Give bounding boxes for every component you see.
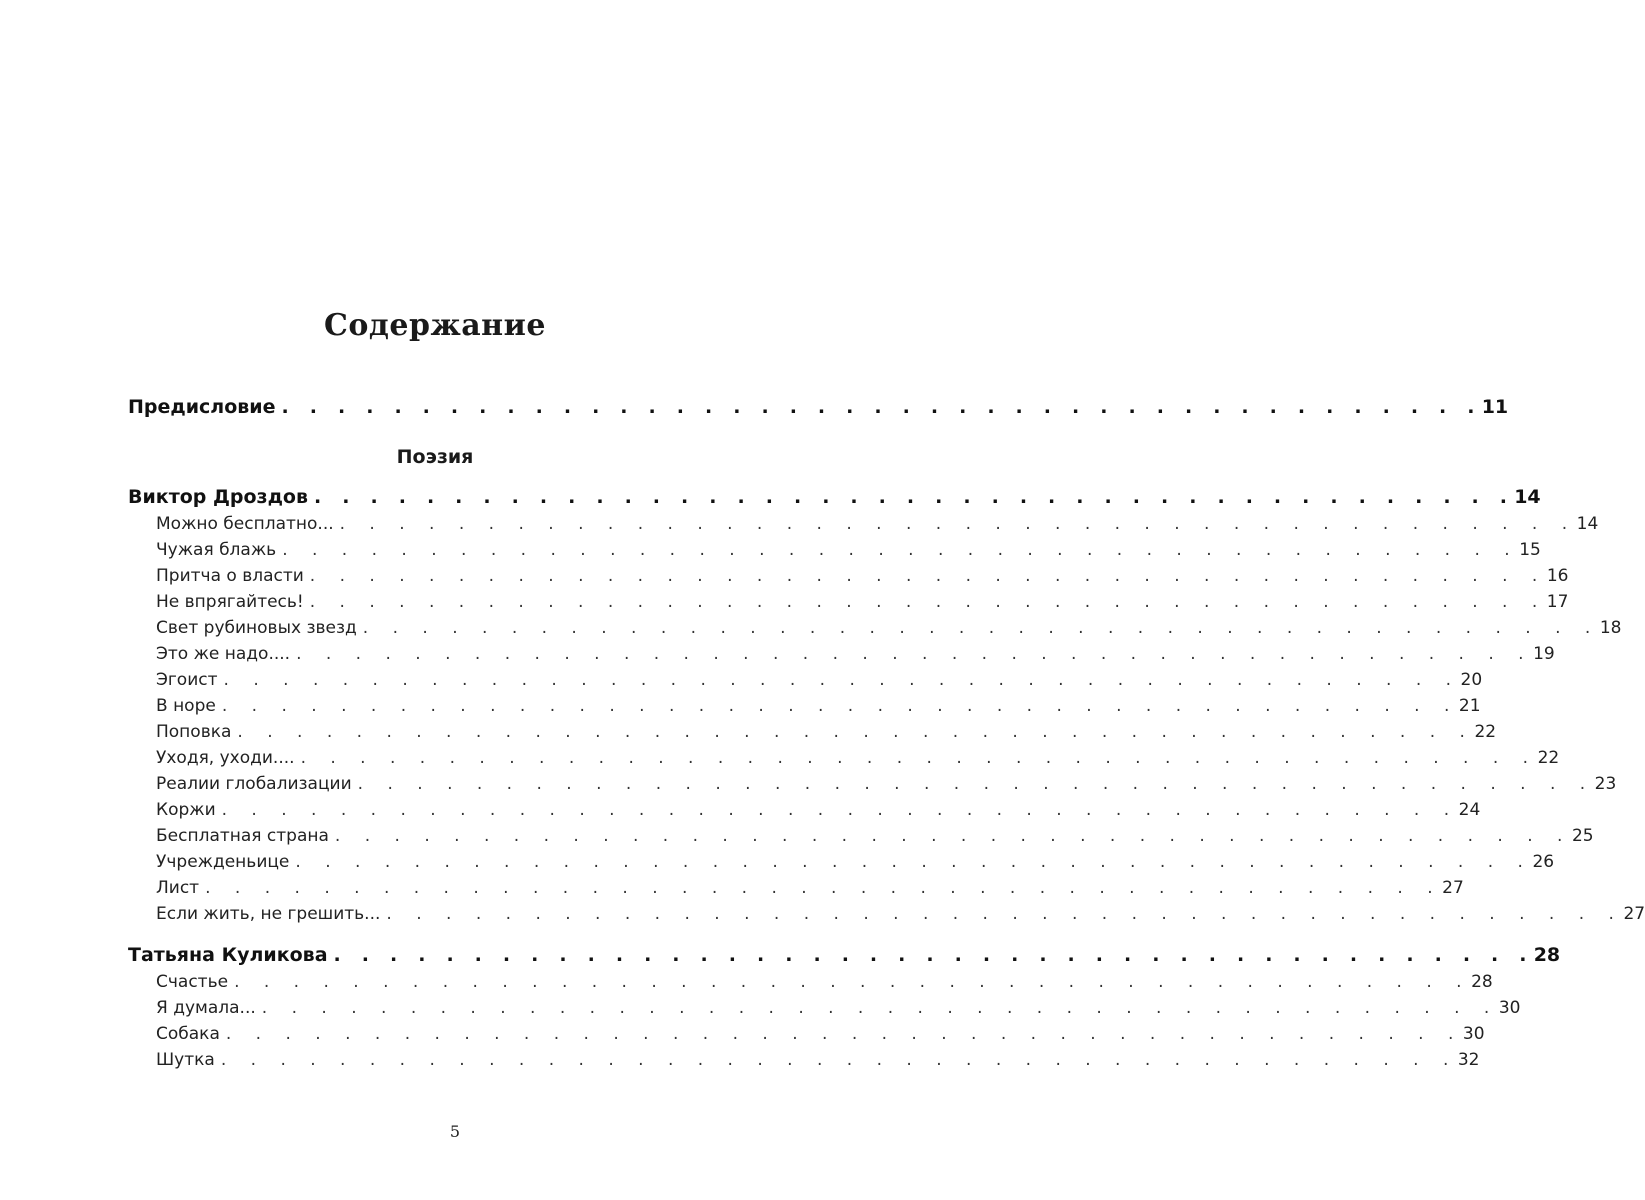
toc-page-number: 19 xyxy=(1533,644,1555,664)
toc-row-entry[interactable] xyxy=(156,670,1483,690)
dot-leader: . . . . . . . . . . . . . . . . . . . . . . . . . . . . . . . . . . . . . . . . . . xyxy=(261,998,1499,1018)
toc-label: Это же надо.... xyxy=(156,644,291,664)
toc-row-entry[interactable] xyxy=(156,592,1569,612)
toc-page-number: 18 xyxy=(1599,618,1622,638)
toc-page-number: 15 xyxy=(1519,540,1541,560)
toc-row-entry[interactable] xyxy=(156,852,1555,872)
toc-page-number: 23 xyxy=(1594,774,1617,794)
dot-leader: . . . . . . . . . . . . . . . . . . . . . . . . . . . . . . . . . . . . . . . . . . xyxy=(334,826,1572,846)
toc-author-name: Татьяна Куликова xyxy=(128,944,328,966)
dot-leader: . . . . . . . . . . . . . . . . . . . . . . . . . . . . . . . . . . . . . . . . . . xyxy=(309,592,1547,612)
toc-label: Я думала... xyxy=(156,998,256,1018)
toc-row-author[interactable] xyxy=(128,944,1561,966)
toc-row-entry[interactable] xyxy=(156,878,1464,898)
toc-page-number: 21 xyxy=(1458,696,1481,716)
toc-page-number: 27 xyxy=(1442,878,1464,898)
toc-label: Коржи xyxy=(156,800,216,820)
toc-page-number: 14 xyxy=(1576,514,1599,534)
dot-leader: . . . . . . . . . . . . . . . . . . . . . . . . . . . . . . . . . . . . . . . . . . . xyxy=(333,944,1534,966)
dot-leader: . . . . . . . . . . . . . . . . . . . . . . . . . . . . . . . . . . . . . . . . . . xyxy=(237,722,1475,742)
toc-label: Чужая блажь xyxy=(156,540,277,560)
toc-page-number: 11 xyxy=(1481,396,1509,418)
toc-page-number: 28 xyxy=(1533,944,1561,966)
toc-row-entry[interactable] xyxy=(156,566,1569,586)
toc-page-number: 22 xyxy=(1474,722,1497,742)
toc-page-number: 17 xyxy=(1546,592,1569,612)
toc-row-entry[interactable] xyxy=(156,972,1493,992)
toc-row-entry[interactable] xyxy=(156,904,1645,924)
toc-label: Если жить, не грешить... xyxy=(156,904,381,924)
toc-page-number: 28 xyxy=(1471,972,1493,992)
dot-leader: . . . . . . . . . . . . . . . . . . . . . . . . . . . . . . . . . . . . . . . . . . xyxy=(282,540,1520,560)
toc-label: Уходя, уходи.... xyxy=(156,748,295,768)
toc-author-name: Виктор Дроздов xyxy=(128,486,309,508)
dot-leader: . . . . . . . . . . . . . . . . . . . . . . . . . . . . . . . . . . . . . . . . . . xyxy=(357,774,1595,794)
toc-label: Счастье xyxy=(156,972,229,992)
toc-row-entry[interactable] xyxy=(156,514,1599,534)
toc-label: Свет рубиновых звезд xyxy=(156,618,357,638)
section-heading: Поэзия xyxy=(396,446,474,468)
toc-label: Собака xyxy=(156,1024,220,1044)
toc-row-entry[interactable] xyxy=(156,696,1481,716)
toc-row-entry[interactable] xyxy=(156,998,1521,1018)
dot-leader: . . . . . . . . . . . . . . . . . . . . . . . . . . . . . . . . . . . . . . . . . . xyxy=(309,566,1547,586)
toc-label: Учрежденьице xyxy=(156,852,290,872)
dot-leader: . . . . . . . . . . . . . . . . . . . . . . . . . . . . . . . . . . . . . . . . . . xyxy=(205,878,1443,898)
toc-row-entry[interactable] xyxy=(156,800,1481,820)
dot-leader: . . . . . . . . . . . . . . . . . . . . . . . . . . . . . . . . . . . . . . . . . . xyxy=(339,514,1577,534)
toc-row-entry[interactable] xyxy=(156,540,1541,560)
dot-leader: . . . . . . . . . . . . . . . . . . . . . . . . . . . . . . . . . . . . . . . . . . xyxy=(221,800,1459,820)
toc-row-entry[interactable] xyxy=(156,644,1555,664)
toc-label: Можно бесплатно... xyxy=(156,514,334,534)
dot-leader: . . . . . . . . . . . . . . . . . . . . . . . . . . . . . . . . . . . . . . . . . . xyxy=(295,852,1533,872)
toc-label: В норе xyxy=(156,696,216,716)
toc-page-number: 22 xyxy=(1537,748,1560,768)
toc-page-number: 24 xyxy=(1458,800,1481,820)
dot-leader: . . . . . . . . . . . . . . . . . . . . . . . . . . . . . . . . . . . . . . . . . . xyxy=(220,1050,1458,1070)
toc-page-number: 20 xyxy=(1460,670,1483,690)
toc-label: Бесплатная страна xyxy=(156,826,329,846)
toc-page-number: 32 xyxy=(1457,1050,1480,1070)
page-title: Содержание xyxy=(324,308,546,343)
toc-label: Не впрягайтесь! xyxy=(156,592,304,612)
toc-label: Шутка xyxy=(156,1050,215,1070)
toc-page-number: 25 xyxy=(1571,826,1594,846)
toc-row-entry[interactable] xyxy=(156,722,1497,742)
toc-label: Поповка xyxy=(156,722,232,742)
toc-row-entry[interactable] xyxy=(156,826,1594,846)
toc-row-entry[interactable] xyxy=(156,618,1622,638)
dot-leader: . . . . . . . . . . . . . . . . . . . . . . . . . . . . . . . . . . . . . . . . . . xyxy=(225,1024,1463,1044)
toc-label: Притча о власти xyxy=(156,566,304,586)
toc-row-entry[interactable] xyxy=(156,1050,1480,1070)
toc-row-preface[interactable] xyxy=(128,396,1509,418)
dot-leader: . . . . . . . . . . . . . . . . . . . . . . . . . . . . . . . . . . . . . . . . . . xyxy=(223,670,1461,690)
toc-label: Предисловие xyxy=(128,396,276,418)
toc-label: Реалии глобализации xyxy=(156,774,352,794)
dot-leader: . . . . . . . . . . . . . . . . . . . . . . . . . . . . . . . . . . . . . . . . . . xyxy=(386,904,1624,924)
toc-page-number: 14 xyxy=(1514,486,1541,508)
dot-leader: . . . . . . . . . . . . . . . . . . . . . . . . . . . . . . . . . . . . . . . . . . xyxy=(300,748,1538,768)
toc-row-entry[interactable] xyxy=(156,1024,1485,1044)
dot-leader: . . . . . . . . . . . . . . . . . . . . . . . . . . . . . . . . . . . . . . . . . . . xyxy=(314,486,1515,508)
toc-page-number: 30 xyxy=(1462,1024,1485,1044)
dot-leader: . . . . . . . . . . . . . . . . . . . . . . . . . . . . . . . . . . . . . . . . . . xyxy=(221,696,1459,716)
toc-page-number: 30 xyxy=(1498,998,1521,1018)
toc-label: Лист xyxy=(156,878,200,898)
toc-page-number: 26 xyxy=(1532,852,1555,872)
toc-row-entry[interactable] xyxy=(156,748,1560,768)
toc-page-number: 16 xyxy=(1546,566,1569,586)
dot-leader: . . . . . . . . . . . . . . . . . . . . . . . . . . . . . . . . . . . . . . . . . . xyxy=(234,972,1472,992)
toc-row-author[interactable] xyxy=(128,486,1541,508)
page-number: 5 xyxy=(449,1122,461,1141)
toc-row-entry[interactable] xyxy=(156,774,1617,794)
dot-leader: . . . . . . . . . . . . . . . . . . . . . . . . . . . . . . . . . . . . . . . . . . xyxy=(362,618,1600,638)
dot-leader: . . . . . . . . . . . . . . . . . . . . . . . . . . . . . . . . . . . . . . . . . . xyxy=(296,644,1534,664)
toc-page-number: 27 xyxy=(1623,904,1645,924)
toc-label: Эгоист xyxy=(156,670,218,690)
dot-leader: . . . . . . . . . . . . . . . . . . . . . . . . . . . . . . . . . . . . . . . . . . . xyxy=(281,396,1482,418)
